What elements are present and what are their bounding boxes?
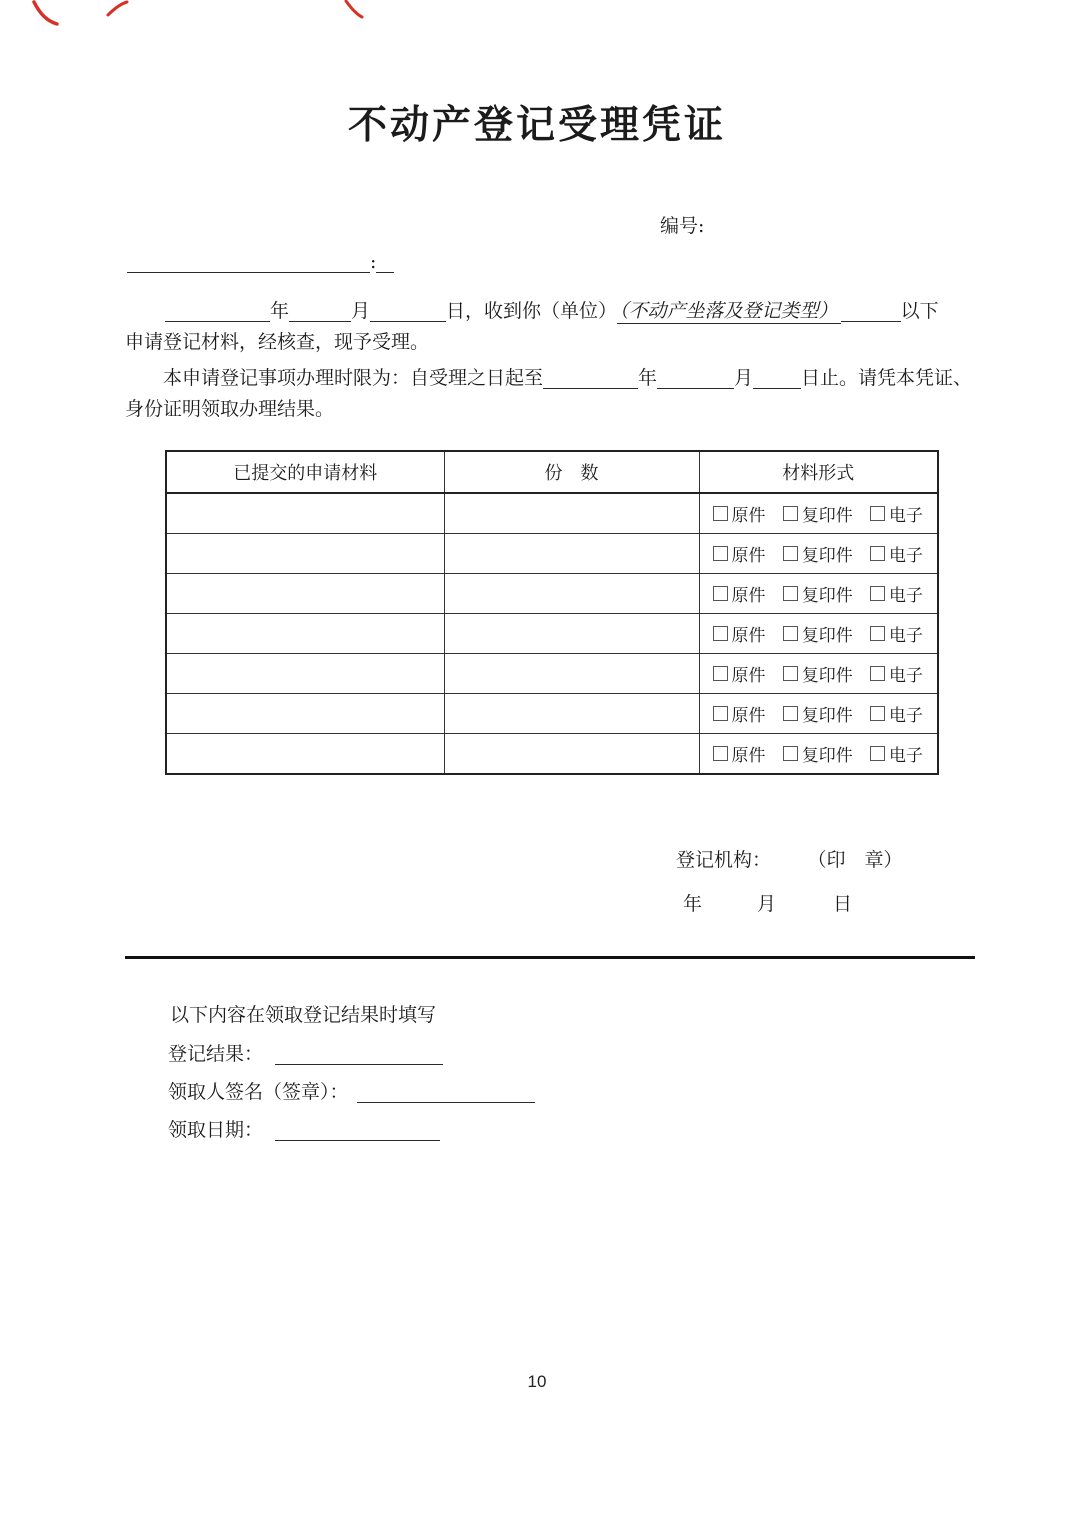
header-copies: 份 数 bbox=[444, 451, 699, 493]
table-row bbox=[166, 654, 938, 694]
material-name-cell[interactable] bbox=[166, 493, 444, 534]
checkbox-icon[interactable] bbox=[870, 626, 885, 641]
checkbox-icon[interactable] bbox=[713, 546, 728, 561]
table-row bbox=[166, 734, 938, 775]
checkbox-icon[interactable] bbox=[870, 666, 885, 681]
option-copy: 复印件 bbox=[783, 741, 853, 766]
checkbox-icon[interactable] bbox=[713, 506, 728, 521]
deadline-tail-text: 日止。请凭本凭证、 bbox=[801, 367, 973, 389]
intro-line-2: 申请登记材料，经核查，现予受理。 bbox=[125, 331, 430, 353]
pickup-date-line bbox=[168, 1116, 440, 1143]
checkbox-icon[interactable] bbox=[783, 586, 798, 601]
received-from-text: 日，收到你（单位） bbox=[446, 300, 618, 322]
addressee-colon: : bbox=[370, 251, 377, 273]
deadline-year-label: 年 bbox=[638, 367, 658, 389]
deadline-line-2: 身份证明领取办理结果。 bbox=[125, 398, 335, 420]
checkbox-icon[interactable] bbox=[870, 586, 885, 601]
following-text: 以下 bbox=[900, 300, 939, 322]
pickup-date-field[interactable] bbox=[275, 1116, 440, 1141]
seal-placeholder: （印 章） bbox=[817, 849, 903, 871]
checkbox-icon[interactable] bbox=[783, 626, 798, 641]
addressee-blank-field[interactable] bbox=[127, 248, 370, 273]
option-original: 原件 bbox=[713, 701, 766, 726]
pen-mark-icon bbox=[106, 0, 130, 18]
option-copy: 复印件 bbox=[783, 661, 853, 686]
checkbox-icon[interactable] bbox=[713, 626, 728, 641]
checkbox-icon[interactable] bbox=[713, 666, 728, 681]
checkbox-icon[interactable] bbox=[713, 586, 728, 601]
checkbox-icon[interactable] bbox=[870, 546, 885, 561]
copies-cell[interactable] bbox=[444, 654, 699, 694]
deadline-day-blank[interactable] bbox=[753, 364, 801, 389]
option-electronic: 电子 bbox=[870, 541, 923, 566]
table-header-row bbox=[166, 451, 938, 493]
registry-authority-line bbox=[676, 845, 903, 872]
option-electronic: 电子 bbox=[870, 501, 923, 526]
serial-number-label: 编号: bbox=[660, 215, 705, 237]
option-copy: 复印件 bbox=[783, 701, 853, 726]
copies-cell[interactable] bbox=[444, 614, 699, 654]
material-name-cell[interactable] bbox=[166, 694, 444, 734]
deadline-lead-text: 本申请登记事项办理时限为：自受理之日起至 bbox=[163, 367, 544, 389]
table-row bbox=[166, 694, 938, 734]
checkbox-icon[interactable] bbox=[783, 746, 798, 761]
deadline-month-blank[interactable] bbox=[657, 364, 734, 389]
option-original: 原件 bbox=[713, 741, 766, 766]
registration-result-line bbox=[168, 1040, 443, 1067]
checkbox-icon[interactable] bbox=[783, 546, 798, 561]
table-row bbox=[166, 574, 938, 614]
material-name-cell[interactable] bbox=[166, 534, 444, 574]
checkbox-icon[interactable] bbox=[870, 706, 885, 721]
registration-result-field[interactable] bbox=[275, 1040, 443, 1065]
checkbox-icon[interactable] bbox=[783, 506, 798, 521]
option-electronic: 电子 bbox=[870, 661, 923, 686]
checkbox-icon[interactable] bbox=[783, 666, 798, 681]
registry-authority-label: 登记机构： bbox=[676, 849, 772, 871]
copies-cell[interactable] bbox=[444, 493, 699, 534]
checkbox-icon[interactable] bbox=[713, 746, 728, 761]
option-original: 原件 bbox=[713, 501, 766, 526]
section-divider bbox=[125, 956, 975, 959]
property-blank-field[interactable] bbox=[841, 297, 901, 322]
material-name-cell[interactable] bbox=[166, 654, 444, 694]
registry-year-label: 年 bbox=[683, 893, 703, 915]
month-blank-field[interactable] bbox=[289, 297, 351, 322]
option-electronic: 电子 bbox=[870, 701, 923, 726]
option-copy: 复印件 bbox=[783, 581, 853, 606]
deadline-month-label: 月 bbox=[734, 367, 754, 389]
material-name-cell[interactable] bbox=[166, 574, 444, 614]
option-original: 原件 bbox=[713, 541, 766, 566]
registry-month-label: 月 bbox=[757, 893, 777, 915]
copies-cell[interactable] bbox=[444, 574, 699, 614]
property-type-hint: （不动产坐落及登记类型） bbox=[617, 300, 841, 324]
addressee-line bbox=[127, 248, 394, 275]
table-row bbox=[166, 493, 938, 534]
pen-mark-icon bbox=[30, 0, 62, 28]
header-material-form: 材料形式 bbox=[699, 451, 938, 493]
year-label: 年 bbox=[270, 300, 290, 322]
month-label: 月 bbox=[351, 300, 371, 322]
option-copy: 复印件 bbox=[783, 621, 853, 646]
year-blank-field[interactable] bbox=[165, 297, 270, 322]
checkbox-icon[interactable] bbox=[783, 706, 798, 721]
copies-cell[interactable] bbox=[444, 734, 699, 775]
option-original: 原件 bbox=[713, 661, 766, 686]
materials-table bbox=[165, 450, 939, 775]
registration-result-label: 登记结果： bbox=[168, 1043, 264, 1065]
table-row bbox=[166, 534, 938, 574]
registry-day-label: 日 bbox=[833, 893, 853, 915]
deadline-line-1 bbox=[125, 364, 972, 391]
recipient-signature-label: 领取人签名（签章）： bbox=[168, 1081, 349, 1103]
registry-date-line bbox=[683, 889, 852, 916]
page-title: 不动产登记受理凭证 bbox=[347, 102, 726, 148]
material-name-cell[interactable] bbox=[166, 614, 444, 654]
deadline-year-blank[interactable] bbox=[543, 364, 638, 389]
recipient-signature-line bbox=[168, 1078, 535, 1105]
checkbox-icon[interactable] bbox=[870, 746, 885, 761]
checkbox-icon[interactable] bbox=[713, 706, 728, 721]
table-row bbox=[166, 614, 938, 654]
option-electronic: 电子 bbox=[870, 621, 923, 646]
option-electronic: 电子 bbox=[870, 581, 923, 606]
intro-line-1 bbox=[125, 297, 939, 324]
option-original: 原件 bbox=[713, 581, 766, 606]
day-blank-field[interactable] bbox=[370, 297, 446, 322]
copies-cell[interactable] bbox=[444, 534, 699, 574]
option-copy: 复印件 bbox=[783, 541, 853, 566]
pickup-note: 以下内容在领取登记结果时填写 bbox=[170, 1004, 437, 1026]
recipient-signature-field[interactable] bbox=[357, 1078, 535, 1103]
pen-mark-icon bbox=[343, 0, 365, 20]
checkbox-icon[interactable] bbox=[870, 506, 885, 521]
copies-cell[interactable] bbox=[444, 694, 699, 734]
page-number: 10 bbox=[527, 1372, 547, 1391]
header-submitted-materials: 已提交的申请材料 bbox=[166, 451, 444, 493]
pickup-date-label: 领取日期： bbox=[168, 1119, 264, 1141]
material-name-cell[interactable] bbox=[166, 734, 444, 775]
option-electronic: 电子 bbox=[870, 741, 923, 766]
option-original: 原件 bbox=[713, 621, 766, 646]
option-copy: 复印件 bbox=[783, 501, 853, 526]
addressee-blank-tail[interactable] bbox=[376, 248, 394, 273]
